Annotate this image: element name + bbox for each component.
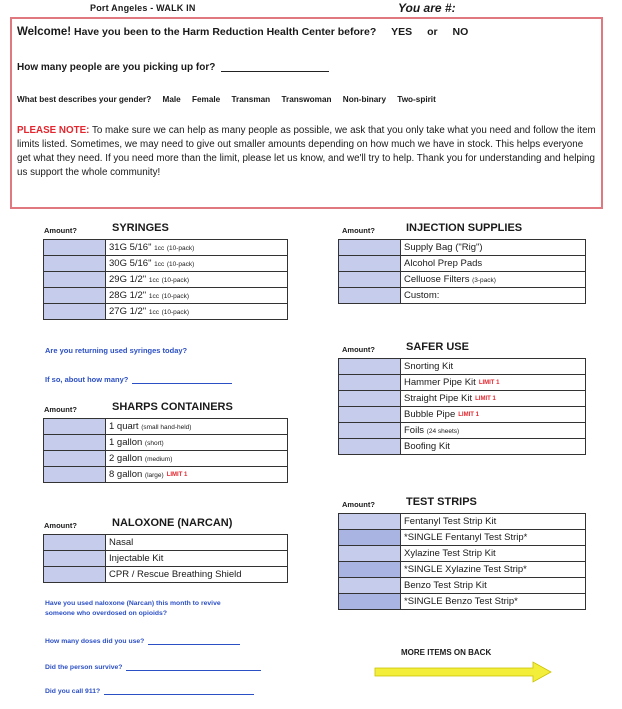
table-row [44, 535, 288, 551]
safer-use-table [338, 358, 586, 455]
item-label: 27G 1/2" 1cc (10-pack) [106, 304, 288, 320]
custom-item[interactable]: Custom: [401, 288, 586, 304]
amount-label: Amount? [44, 226, 77, 235]
gender-option[interactable]: Two-spirit [397, 95, 436, 104]
amount-label: Amount? [342, 500, 375, 509]
item-label: Nasal [106, 535, 288, 551]
item-label: 31G 5/16" 1cc (10-pack) [106, 240, 288, 256]
syringes-table [43, 239, 288, 320]
table-row [339, 423, 586, 439]
item-label: 2 gallon (medium) [106, 451, 288, 467]
table-row [44, 272, 288, 288]
amount-box[interactable] [44, 451, 106, 467]
item-label: Straight Pipe Kit LIMIT 1 [401, 391, 586, 407]
amount-box[interactable] [339, 375, 401, 391]
please-note-text: To make sure we can help as many people as possible, we ask that you only take what you need and follow the item limits listed. Sometimes, we may need to give out smaller amounts depending on how much we have in stock. This helps everyone get what they need. If you need more than the limit, please let us know, and we'll try to help. Thank you for understanding and helping us support the whole community! [17, 125, 596, 178]
amount-box[interactable] [44, 272, 106, 288]
location-header: Port Angeles - WALK IN [90, 3, 196, 13]
item-label: *SINGLE Fentanyl Test Strip* [401, 530, 586, 546]
table-row [339, 514, 586, 530]
table-row [44, 467, 288, 483]
survive-field[interactable] [126, 670, 261, 671]
amount-label: Amount? [44, 521, 77, 530]
table-row [44, 240, 288, 256]
item-label: Fentanyl Test Strip Kit [401, 514, 586, 530]
amount-box[interactable] [339, 514, 401, 530]
table-row [44, 435, 288, 451]
doses-field[interactable] [148, 644, 240, 645]
gender-option[interactable]: Non-binary [342, 95, 387, 104]
visited-question-text: Have you been to the Harm Reduction Health Center before? [74, 26, 377, 38]
table-row [339, 562, 586, 578]
amount-box[interactable] [339, 530, 401, 546]
table-row [44, 451, 288, 467]
amount-box[interactable] [44, 467, 106, 483]
no-option[interactable]: NO [452, 26, 469, 38]
sharps-table [43, 418, 288, 483]
table-row [339, 578, 586, 594]
please-note-paragraph [17, 124, 597, 180]
item-label: Boofing Kit [401, 439, 586, 455]
amount-box[interactable] [44, 435, 106, 451]
item-label: 8 gallon (large) LIMIT 1 [106, 467, 288, 483]
doses-question: How many doses did you use? [45, 638, 240, 645]
gender-option[interactable]: Male [162, 95, 181, 104]
table-row [44, 256, 288, 272]
item-label: *SINGLE Xylazine Test Strip* [401, 562, 586, 578]
item-label: CPR / Rescue Breathing Shield [106, 567, 288, 583]
picking-up-text: How many people are you picking up for? [17, 62, 216, 73]
amount-box[interactable] [44, 240, 106, 256]
gender-option[interactable]: Transwoman [281, 95, 332, 104]
table-row [44, 304, 288, 320]
table-row [339, 439, 586, 455]
table-row [339, 272, 586, 288]
syringes-title: SYRINGES [112, 222, 169, 234]
item-label: 28G 1/2" 1cc (10-pack) [106, 288, 288, 304]
gender-question [17, 95, 436, 104]
gender-option[interactable]: Transman [231, 95, 271, 104]
table-row [339, 256, 586, 272]
naloxone-used-question-line2: someone who overdosed on opioids? [45, 610, 167, 617]
item-label: Xylazine Test Strip Kit [401, 546, 586, 562]
picking-up-field[interactable] [221, 71, 329, 72]
call-911-field[interactable] [104, 694, 254, 695]
item-label: 1 gallon (short) [106, 435, 288, 451]
amount-box[interactable] [339, 562, 401, 578]
item-label: *SINGLE Benzo Test Strip* [401, 594, 586, 610]
survive-question: Did the person survive? [45, 664, 261, 671]
item-label: Alcohol Prep Pads [401, 256, 586, 272]
injection-title: INJECTION SUPPLIES [406, 222, 523, 234]
limit-badge: LIMIT 1 [458, 412, 479, 418]
amount-label: Amount? [44, 405, 77, 414]
test-strips-title: TEST STRIPS [406, 496, 477, 508]
amount-box[interactable] [44, 419, 106, 435]
please-note-label: PLEASE NOTE: [17, 125, 90, 136]
item-label: Snorting Kit [401, 359, 586, 375]
yes-option[interactable]: YES [391, 26, 413, 38]
amount-label: Amount? [342, 226, 375, 235]
test-strips-table [338, 513, 586, 610]
item-label: Celluose Filters (3-pack) [401, 272, 586, 288]
or-text: or [427, 26, 438, 38]
you-are-number-label: You are #: [398, 1, 456, 15]
amount-box[interactable] [339, 391, 401, 407]
table-row [339, 288, 586, 304]
item-label: 30G 5/16" 1cc (10-pack) [106, 256, 288, 272]
table-row [44, 419, 288, 435]
naloxone-title: NALOXONE (NARCAN) [112, 517, 233, 529]
amount-box[interactable] [339, 578, 401, 594]
safer-use-title: SAFER USE [406, 341, 469, 353]
item-label: Bubble Pipe LIMIT 1 [401, 407, 586, 423]
amount-box[interactable] [44, 551, 106, 567]
table-row [339, 407, 586, 423]
amount-box[interactable] [44, 567, 106, 583]
how-many-field[interactable] [132, 383, 232, 384]
amount-box[interactable] [44, 535, 106, 551]
limit-badge: LIMIT 1 [475, 396, 496, 402]
amount-box[interactable] [339, 439, 401, 455]
amount-label: Amount? [342, 345, 375, 354]
table-row [339, 391, 586, 407]
amount-box[interactable] [339, 407, 401, 423]
amount-box[interactable] [44, 256, 106, 272]
naloxone-table [43, 534, 288, 583]
table-row [339, 594, 586, 610]
table-row [44, 567, 288, 583]
amount-box[interactable] [339, 594, 401, 610]
item-label: Benzo Test Strip Kit [401, 578, 586, 594]
amount-box[interactable] [44, 288, 106, 304]
visited-before-question [17, 26, 468, 38]
welcome-box [10, 17, 603, 209]
sharps-title: SHARPS CONTAINERS [112, 401, 233, 413]
limit-badge: LIMIT 1 [166, 472, 188, 478]
table-row [44, 551, 288, 567]
table-row [339, 530, 586, 546]
item-label: Supply Bag ("Rig") [401, 240, 586, 256]
injection-table [338, 239, 586, 304]
amount-box[interactable] [339, 256, 401, 272]
gender-option[interactable]: Female [191, 95, 221, 104]
amount-box[interactable] [339, 359, 401, 375]
amount-box[interactable] [339, 288, 401, 304]
how-many-syringes-question: If so, about how many? [45, 375, 232, 384]
table-row [44, 288, 288, 304]
item-label: 29G 1/2" 1cc (10-pack) [106, 272, 288, 288]
limit-badge: LIMIT 1 [478, 380, 500, 386]
item-label: 1 quart (small hand-held) [106, 419, 288, 435]
returning-syringes-question: Are you returning used syringes today? [45, 346, 188, 355]
amount-box[interactable] [44, 304, 106, 320]
amount-box[interactable] [339, 272, 401, 288]
item-label: Foils (24 sheets) [401, 423, 586, 439]
naloxone-used-question: Have you used naloxone (Narcan) this month to revive [45, 600, 221, 607]
amount-box[interactable] [339, 546, 401, 562]
call-911-question: Did you call 911? [45, 688, 254, 695]
welcome-greeting: Welcome! [17, 26, 72, 38]
table-row [339, 359, 586, 375]
amount-box[interactable] [339, 423, 401, 439]
amount-box[interactable] [339, 240, 401, 256]
table-row [339, 546, 586, 562]
picking-up-question [17, 62, 329, 73]
item-label: Hammer Pipe Kit LIMIT 1 [401, 375, 586, 391]
more-items-label: MORE ITEMS ON BACK [401, 648, 492, 657]
arrow-right-icon [373, 660, 553, 684]
table-row [339, 375, 586, 391]
table-row [339, 240, 586, 256]
item-label: Injectable Kit [106, 551, 288, 567]
gender-question-text: What best describes your gender? [17, 95, 152, 104]
